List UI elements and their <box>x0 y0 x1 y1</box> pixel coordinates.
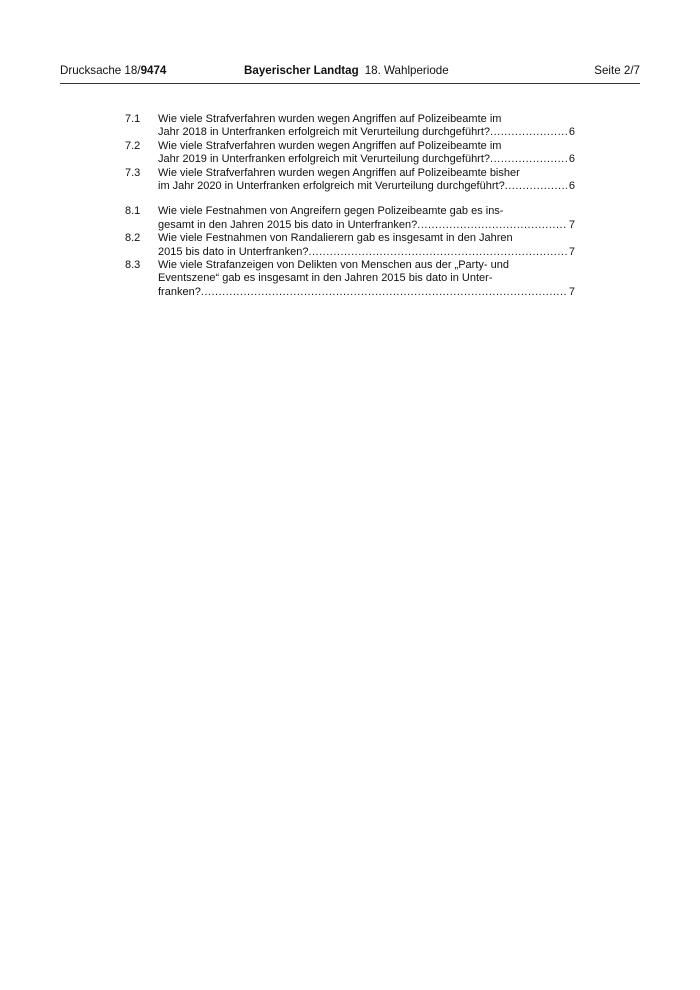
toc-number: 7.2 <box>125 139 141 152</box>
parliament-info <box>244 62 449 80</box>
toc-page-number: 7 <box>568 245 575 258</box>
table-of-contents <box>125 113 575 299</box>
toc-entry-8-1[interactable] <box>125 205 575 232</box>
parliament-name: Bayerischer Landtag <box>244 64 359 77</box>
toc-page-number: 6 <box>568 180 575 193</box>
toc-text-line: Wie viele Festnahmen von Randalierern gab es insgesamt in den Jahren <box>158 232 513 245</box>
header-divider <box>60 83 640 84</box>
document-number <box>60 62 166 80</box>
toc-text-line: Wie viele Strafanzeigen von Delikten von Menschen aus der „Party- und <box>158 259 509 272</box>
toc-number: 8.3 <box>125 259 141 272</box>
toc-last-line <box>158 286 575 299</box>
section-gap <box>125 193 575 205</box>
toc-text-end: gesamt in den Jahren 2015 bis dato in Unterfranken? <box>158 218 418 231</box>
toc-text-line: Wie viele Festnahmen von Angreifern gegen Polizeibeamte gab es ins- <box>158 205 504 218</box>
toc-text-end: Jahr 2018 in Unterfranken erfolgreich mit Verurteilung durchgeführt? <box>158 126 491 139</box>
toc-entry-8-2[interactable] <box>125 232 575 259</box>
toc-text-end: franken? <box>158 285 201 298</box>
toc-last-line <box>158 219 575 232</box>
toc-entry-7-1[interactable] <box>125 113 575 140</box>
toc-number: 7.3 <box>125 166 141 179</box>
toc-text-line: Wie viele Strafverfahren wurden wegen Angriffen auf Polizeibeamte im <box>158 139 502 152</box>
page-number: Seite 2/7 <box>594 64 640 77</box>
toc-text-line: Wie viele Strafverfahren wurden wegen Angriffen auf Polizeibeamte bisher <box>158 166 520 179</box>
toc-text-line: Wie viele Strafverfahren wurden wegen Angriffen auf Polizeibeamte im <box>158 113 502 125</box>
document-prefix: Drucksache 18/ <box>60 64 141 77</box>
toc-page-number: 6 <box>568 126 575 139</box>
toc-last-line <box>158 180 575 193</box>
toc-page-number: 7 <box>568 218 575 231</box>
toc-text-line: Eventszene“ gab es insgesamt in den Jahren 2015 bis dato in Unter- <box>158 272 493 285</box>
toc-number: 7.1 <box>125 113 141 125</box>
toc-number: 8.1 <box>125 205 141 218</box>
toc-last-line <box>158 153 575 166</box>
toc-page-number: 6 <box>568 153 575 166</box>
toc-entry-7-2[interactable] <box>125 140 575 167</box>
toc-last-line <box>158 126 575 139</box>
toc-leader-dots <box>505 180 567 193</box>
toc-leader-dots <box>417 219 567 232</box>
toc-entry-7-3[interactable] <box>125 167 575 194</box>
toc-text-end: Jahr 2019 in Unterfranken erfolgreich mit Verurteilung durchgeführt? <box>158 153 491 166</box>
toc-leader-dots <box>490 153 567 166</box>
toc-entry-8-3[interactable] <box>125 259 575 299</box>
toc-leader-dots <box>201 286 567 299</box>
toc-text-end: 2015 bis dato in Unterfranken? <box>158 245 309 258</box>
toc-text-end: im Jahr 2020 in Unterfranken erfolgreich mit Verurteilung durchgeführt? <box>158 180 505 193</box>
page-header <box>60 62 640 80</box>
toc-leader-dots <box>490 126 567 139</box>
toc-page-number: 7 <box>568 285 575 298</box>
document-number-value: 9474 <box>140 64 167 77</box>
toc-number: 8.2 <box>125 232 141 245</box>
toc-last-line <box>158 246 575 259</box>
legislative-period: 18. Wahlperiode <box>364 64 449 77</box>
toc-leader-dots <box>308 246 566 259</box>
